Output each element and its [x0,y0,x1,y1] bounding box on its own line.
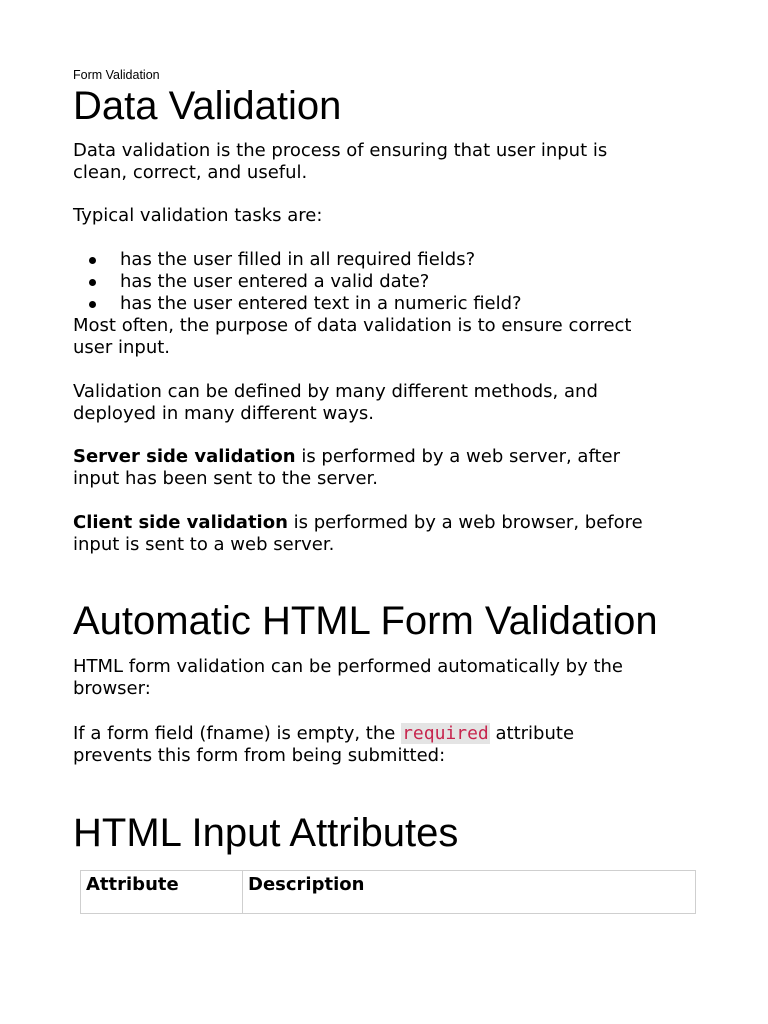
purpose-line-1: Most often, the purpose of data validation is to ensure correct [73,315,632,336]
client-side-line-1: is performed by a web browser, before [287,512,643,533]
list-item-text: has the user entered a valid date? [120,271,430,292]
bullet-icon [89,257,96,264]
intro-line-1: Data validation is the process of ensuring that user input is [73,140,608,161]
list-item [73,293,522,315]
bullet-icon [89,301,96,308]
tasks-intro: Typical validation tasks are: [73,205,323,226]
list-item-text: has the user entered text in a numeric field? [120,293,522,314]
bullet-icon [89,279,96,286]
client-side-term: Client side validation [73,512,288,533]
methods-line-2: deployed in many different ways. [73,403,374,424]
required-example-paragraph [73,723,703,767]
purpose-paragraph [73,315,703,359]
client-side-paragraph [73,512,703,556]
methods-paragraph [73,381,703,425]
example-line-2: prevents this form from being submitted: [73,745,446,766]
automatic-validation-heading: Automatic HTML Form Validation [73,599,658,643]
input-attributes-table [80,870,696,914]
list-item [73,271,522,293]
intro-line-2: clean, correct, and useful. [73,162,308,183]
server-side-paragraph [73,446,703,490]
validation-tasks-list [73,249,522,315]
example-text-before: If a form field (fname) is empty, the [73,723,402,744]
required-attribute-code: required [402,723,489,744]
list-item [73,249,522,271]
server-side-line-2: input has been sent to the server. [73,468,379,489]
list-item-text: has the user filled in all required fields? [120,249,476,270]
server-side-line-1: is performed by a web server, after [295,446,621,467]
description-line-1: HTML form validation can be performed automatically by the [73,656,623,677]
page-title: Data Validation [73,84,342,128]
example-text-after: attribute [489,723,575,744]
attribute-column-header: Attribute [81,871,243,914]
page-header-label: Form Validation [73,68,160,82]
table-header-row [81,871,696,914]
intro-paragraph [73,140,703,184]
input-attributes-heading: HTML Input Attributes [73,811,459,855]
automatic-validation-description [73,656,703,700]
client-side-line-2: input is sent to a web server. [73,534,335,555]
description-line-2: browser: [73,678,151,699]
methods-line-1: Validation can be defined by many different methods, and [73,381,598,402]
server-side-term: Server side validation [73,446,296,467]
description-column-header: Description [243,871,696,914]
purpose-line-2: user input. [73,337,171,358]
